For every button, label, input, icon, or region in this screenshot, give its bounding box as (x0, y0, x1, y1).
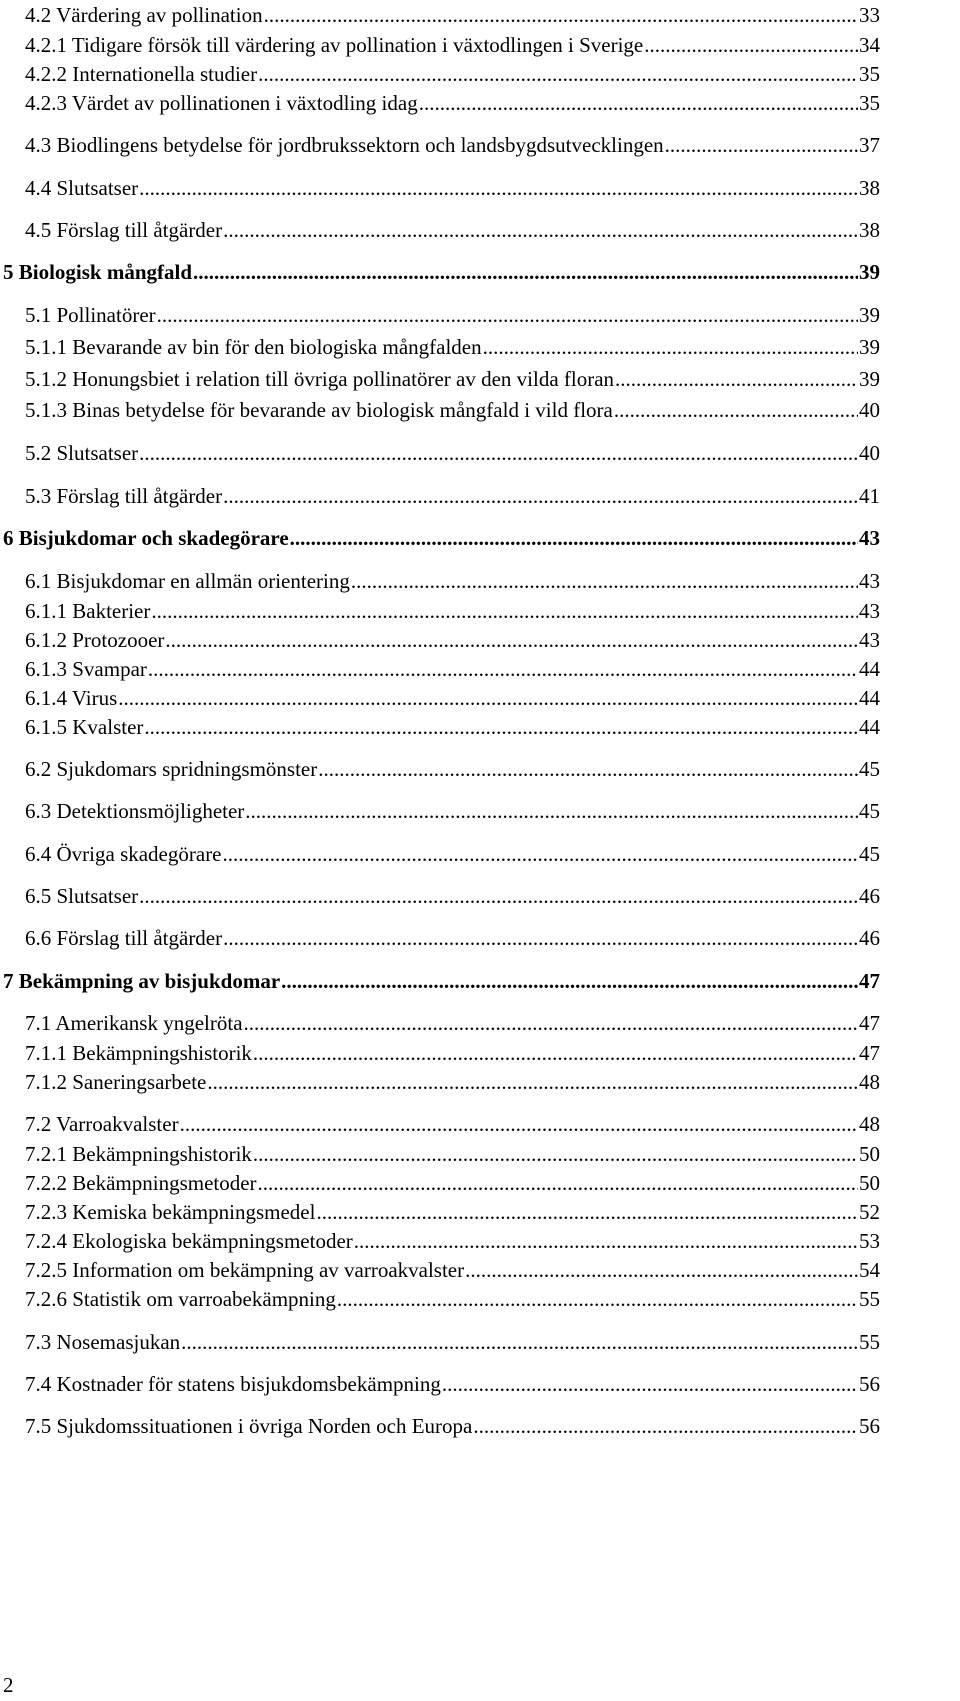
footer-page-number: 2 (3, 1673, 14, 1697)
toc-entry-page: 45 (859, 799, 880, 823)
toc-entry[interactable] (25, 627, 880, 653)
toc-entry-label: 6 Bisjukdomar och skadegörare (3, 526, 289, 550)
toc-entry-page: 44 (859, 657, 880, 681)
toc-entry-label: 6.1 Bisjukdomar en allmän orientering (25, 569, 350, 593)
dot-leader (139, 883, 858, 909)
toc-entry[interactable] (25, 714, 880, 740)
toc-entry-page: 53 (859, 1229, 880, 1253)
toc-entry-label: 4.2.3 Värdet av pollinationen i växtodling idag (25, 91, 418, 115)
toc-entry-label: 6.4 Övriga skadegörare (25, 842, 222, 866)
dot-leader (151, 598, 858, 624)
dot-leader (483, 334, 858, 360)
toc-entry-page: 35 (859, 91, 880, 115)
toc-entry[interactable] (25, 1069, 880, 1095)
dot-leader (180, 1111, 858, 1137)
toc-entry-page: 50 (859, 1171, 880, 1195)
toc-entry-label: 4.2 Värdering av pollination (25, 3, 263, 27)
dot-leader (253, 1141, 858, 1167)
dot-leader (337, 1286, 858, 1312)
toc-entry-page: 55 (859, 1287, 880, 1311)
toc-entry-label: 7.2.6 Statistik om varroabekämpning (25, 1287, 336, 1311)
toc-entry-label: 5.1.3 Binas betydelse för bevarande av biologisk mångfald i vild flora (25, 398, 613, 422)
toc-entry[interactable] (25, 598, 880, 624)
toc-entry-page: 47 (859, 1041, 880, 1065)
toc-entry-label: 7.2.3 Kemiska bekämpningsmedel (25, 1200, 316, 1224)
dot-leader (258, 61, 858, 87)
toc-entry-label: 7.1 Amerikansk yngelröta (25, 1011, 243, 1035)
dot-leader (223, 217, 858, 243)
dot-leader (473, 1413, 858, 1439)
toc-entry-label: 7.3 Nosemasjukan (25, 1330, 181, 1354)
toc-entry[interactable] (25, 1228, 880, 1254)
toc-entry-label: 4.2.1 Tidigare försök till värdering av pollination i växtodlingen i Sverige (25, 33, 644, 57)
toc-entry[interactable] (25, 483, 880, 509)
toc-entry-page: 40 (859, 441, 880, 465)
toc-entry[interactable] (25, 685, 880, 711)
toc-entry[interactable] (25, 1010, 880, 1036)
toc-entry-label: 7.2.5 Information om bekämpning av varroakvalster (25, 1258, 465, 1282)
toc-entry-label: 6.1.3 Svampar (25, 657, 147, 681)
toc-entry-page: 52 (859, 1200, 880, 1224)
dot-leader (465, 1257, 858, 1283)
toc-entry-page: 41 (859, 484, 880, 508)
toc-entry[interactable] (25, 925, 880, 951)
toc-entry[interactable] (25, 132, 880, 158)
toc-entry-page: 44 (859, 715, 880, 739)
dot-leader (442, 1371, 858, 1397)
toc-entry[interactable] (25, 1286, 880, 1312)
toc-entry-label: 4.2.2 Internationella studier (25, 62, 258, 86)
dot-leader (157, 302, 858, 328)
dot-leader (223, 925, 858, 951)
toc-entry[interactable] (25, 1257, 880, 1283)
toc-entry-label: 5.1 Pollinatörer (25, 303, 156, 327)
toc-entry[interactable] (25, 2, 880, 28)
dot-leader (181, 1329, 858, 1355)
toc-entry-page: 55 (859, 1330, 880, 1354)
dot-leader (118, 685, 858, 711)
toc-entry-page: 46 (859, 884, 880, 908)
toc-entry-label: 7.5 Sjukdomssituationen i övriga Norden och Europa (25, 1414, 473, 1438)
toc-entry[interactable] (25, 756, 880, 782)
toc-entry-page: 47 (859, 969, 880, 993)
toc-entry[interactable] (25, 32, 880, 58)
toc-entry[interactable] (25, 1413, 880, 1439)
toc-entry-page: 50 (859, 1142, 880, 1166)
toc-entry[interactable] (25, 1111, 880, 1137)
dot-leader (665, 132, 858, 158)
toc-entry-page: 43 (859, 569, 880, 593)
dot-leader (253, 1040, 858, 1066)
toc-entry-label: 7.2.4 Ekologiska bekämpningsmetoder (25, 1229, 353, 1253)
toc-entry[interactable] (25, 656, 880, 682)
toc-entry[interactable] (25, 883, 880, 909)
dot-leader (290, 525, 858, 551)
dot-leader (351, 568, 858, 594)
toc-entry-label: 7.2.2 Bekämpningsmetoder (25, 1171, 257, 1195)
toc-entry[interactable] (25, 61, 880, 87)
toc-entry[interactable] (25, 397, 880, 423)
toc-entry[interactable] (25, 217, 880, 243)
dot-leader (244, 1010, 858, 1036)
dot-leader (139, 440, 858, 466)
toc-entry[interactable] (25, 175, 880, 201)
dot-leader (148, 656, 858, 682)
toc-entry[interactable] (25, 90, 880, 116)
dot-leader (318, 756, 858, 782)
toc-entry[interactable] (25, 798, 880, 824)
toc-entry-page: 39 (859, 303, 880, 327)
toc-entry-page: 56 (859, 1372, 880, 1396)
dot-leader (223, 841, 858, 867)
toc-entry[interactable] (25, 366, 880, 392)
toc-entry-label: 4.5 Förslag till åtgärder (25, 218, 223, 242)
toc-entry[interactable] (25, 1371, 880, 1397)
toc-entry-page: 39 (859, 260, 880, 284)
dot-leader (165, 627, 858, 653)
toc-entry[interactable] (25, 1199, 880, 1225)
toc-entry-label: 6.1.5 Kvalster (25, 715, 144, 739)
dot-leader (223, 483, 858, 509)
toc-entry-label: 6.2 Sjukdomars spridningsmönster (25, 757, 318, 781)
toc-entry-label: 7.1.2 Saneringsarbete (25, 1070, 207, 1094)
toc-entry-page: 40 (859, 398, 880, 422)
toc-entry-page: 35 (859, 62, 880, 86)
toc-entry-page: 39 (859, 367, 880, 391)
toc-entry[interactable] (25, 440, 880, 466)
dot-leader (615, 366, 858, 392)
toc-entry-page: 56 (859, 1414, 880, 1438)
toc-entry-page: 33 (859, 3, 880, 27)
toc-entry-page: 43 (859, 599, 880, 623)
toc-entry-page: 48 (859, 1112, 880, 1136)
toc-entry-page: 44 (859, 686, 880, 710)
toc-entry-label: 5.1.2 Honungsbiet i relation till övriga pollinatörer av den vilda floran (25, 367, 615, 391)
toc-entry-page: 45 (859, 757, 880, 781)
dot-leader (264, 2, 858, 28)
toc-entry-label: 5.1.1 Bevarande av bin för den biologiska mångfalden (25, 335, 482, 359)
dot-leader (245, 798, 858, 824)
toc-entry-label: 6.6 Förslag till åtgärder (25, 926, 223, 950)
dot-leader (419, 90, 858, 116)
toc-entry-page: 43 (859, 628, 880, 652)
toc-entry-page: 43 (859, 526, 880, 550)
toc-entry-page: 39 (859, 335, 880, 359)
toc-entry-label: 4.3 Biodlingens betydelse för jordbrukssektorn och landsbygdsutvecklingen (25, 133, 664, 157)
dot-leader (139, 175, 858, 201)
toc-entry-label: 7.1.1 Bekämpningshistorik (25, 1041, 252, 1065)
toc-entry-page: 48 (859, 1070, 880, 1094)
dot-leader (614, 397, 858, 423)
toc-entry-label: 4.4 Slutsatser (25, 176, 139, 200)
toc-entry[interactable] (25, 302, 880, 328)
toc-entry-label: 5.3 Förslag till åtgärder (25, 484, 223, 508)
toc-entry-page: 34 (859, 33, 880, 57)
toc-entry-label: 6.1.1 Bakterier (25, 599, 151, 623)
toc-entry[interactable] (25, 841, 880, 867)
toc-entry-page: 37 (859, 133, 880, 157)
dot-leader (354, 1228, 858, 1254)
toc-entry[interactable] (25, 334, 880, 360)
toc-entry[interactable] (25, 1170, 880, 1196)
toc-entry-page: 54 (859, 1258, 880, 1282)
dot-leader (258, 1170, 858, 1196)
toc-entry-label: 5.2 Slutsatser (25, 441, 139, 465)
toc-entry-label: 6.1.4 Virus (25, 686, 118, 710)
dot-leader (281, 968, 858, 994)
toc-chapter-entry[interactable] (3, 259, 880, 285)
toc-entry-label: 7 Bekämpning av bisjukdomar (3, 969, 281, 993)
toc-entry-page: 47 (859, 1011, 880, 1035)
toc-entry-label: 6.5 Slutsatser (25, 884, 139, 908)
dot-leader (207, 1069, 858, 1095)
dot-leader (316, 1199, 858, 1225)
dot-leader (193, 259, 858, 285)
toc-entry[interactable] (25, 1329, 880, 1355)
toc-entry-label: 7.2.1 Bekämpningshistorik (25, 1142, 252, 1166)
dot-leader (644, 32, 858, 58)
toc-entry-page: 38 (859, 176, 880, 200)
toc-entry-page: 45 (859, 842, 880, 866)
toc-entry-label: 5 Biologisk mångfald (3, 260, 193, 284)
toc-entry[interactable] (25, 568, 880, 594)
toc-entry-label: 6.1.2 Protozooer (25, 628, 165, 652)
toc-chapter-entry[interactable] (3, 968, 880, 994)
toc-chapter-entry[interactable] (3, 525, 880, 551)
toc-entry-label: 7.2 Varroakvalster (25, 1112, 179, 1136)
toc-entry-label: 7.4 Kostnader för statens bisjukdomsbekämpning (25, 1372, 441, 1396)
toc-entry-page: 38 (859, 218, 880, 242)
toc-entry-label: 6.3 Detektionsmöjligheter (25, 799, 245, 823)
toc-entry[interactable] (25, 1141, 880, 1167)
toc-entry-page: 46 (859, 926, 880, 950)
dot-leader (144, 714, 858, 740)
toc-entry[interactable] (25, 1040, 880, 1066)
